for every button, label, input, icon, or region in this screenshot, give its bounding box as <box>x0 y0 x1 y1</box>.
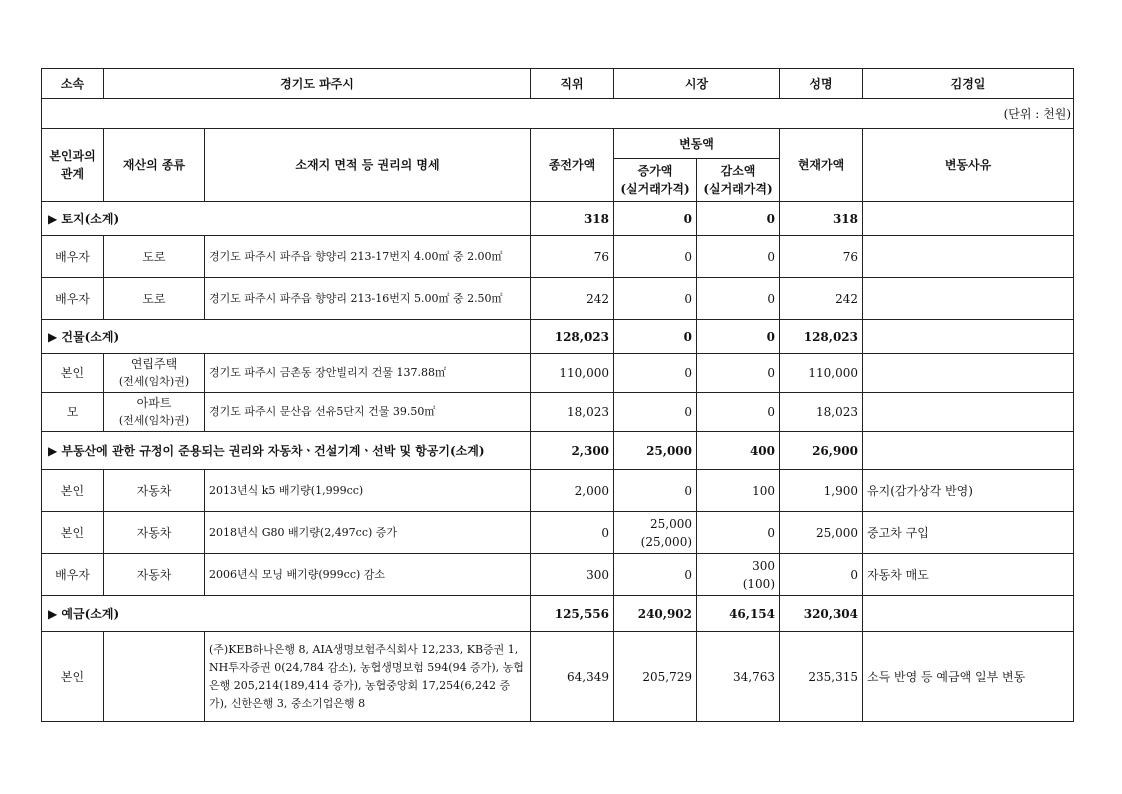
row-decrease: 0 <box>697 512 780 554</box>
row-relation: 본인 <box>42 632 104 722</box>
subtotal-increase: 0 <box>614 202 697 236</box>
row-increase: 0 <box>614 470 697 512</box>
affiliation-label: 소속 <box>42 69 104 99</box>
row-detail: 경기도 파주시 파주읍 향양리 213-17번지 4.00㎡ 중 2.00㎡ <box>205 236 531 278</box>
row-detail: 2013년식 k5 배기량(1,999cc) <box>205 470 531 512</box>
row-previous: 64,349 <box>531 632 614 722</box>
row-decrease: 0 <box>697 354 780 393</box>
subtotal-previous: 125,556 <box>531 596 614 632</box>
row-relation: 배우자 <box>42 554 104 596</box>
section-title: ▶ 건물(소계) <box>42 320 531 354</box>
col-previous: 종전가액 <box>531 129 614 202</box>
row-kind-label: 아파트 <box>136 396 172 410</box>
subtotal-decrease: 400 <box>697 432 780 470</box>
row-reason: 자동차 매도 <box>863 554 1074 596</box>
section-title: ▶ 예금(소계) <box>42 596 531 632</box>
row-kind-sub: (전세(임차)권) <box>118 414 190 427</box>
row-kind-label: 연립주택 <box>130 357 178 371</box>
row-relation: 배우자 <box>42 278 104 320</box>
row-increase-value: 25,000 <box>650 516 693 531</box>
col-reason: 변동사유 <box>863 129 1074 202</box>
col-detail: 소재지 면적 등 권리의 명세 <box>205 129 531 202</box>
subtotal-previous: 318 <box>531 202 614 236</box>
row-previous: 0 <box>531 512 614 554</box>
row-kind: 자동차 <box>104 554 205 596</box>
row-reason: 소득 반영 등 예금액 일부 변동 <box>863 632 1074 722</box>
section-title: ▶ 부동산에 관한 규정이 준용되는 권리와 자동차ㆍ건설기계ㆍ선박 및 항공기(소계) <box>42 432 531 470</box>
section-title: ▶ 토지(소계) <box>42 202 531 236</box>
subtotal-reason <box>863 202 1074 236</box>
col-decrease-sub: (실거래가격) <box>703 182 773 196</box>
table-row <box>42 554 1074 596</box>
row-decrease: 0 <box>697 393 780 432</box>
row-relation: 배우자 <box>42 236 104 278</box>
subtotal-increase: 25,000 <box>614 432 697 470</box>
affiliation-value: 경기도 파주시 <box>104 69 531 99</box>
position-label: 직위 <box>531 69 614 99</box>
subtotal-reason <box>863 432 1074 470</box>
row-increase: 205,729 <box>614 632 697 722</box>
row-decrease: 34,763 <box>697 632 780 722</box>
row-previous: 18,023 <box>531 393 614 432</box>
col-change: 변동액 <box>614 129 780 159</box>
name-label: 성명 <box>780 69 863 99</box>
subtotal-row <box>42 202 1074 236</box>
row-increase <box>614 512 697 554</box>
subtotal-previous: 128,023 <box>531 320 614 354</box>
row-reason <box>863 354 1074 393</box>
row-kind <box>104 632 205 722</box>
subtotal-decrease: 0 <box>697 202 780 236</box>
subtotal-current: 318 <box>780 202 863 236</box>
col-decrease-label: 감소액 <box>720 164 756 178</box>
row-kind <box>104 354 205 393</box>
row-increase: 0 <box>614 278 697 320</box>
row-increase: 0 <box>614 354 697 393</box>
subtotal-previous: 2,300 <box>531 432 614 470</box>
row-decrease-sub: (100) <box>742 576 776 591</box>
row-relation: 모 <box>42 393 104 432</box>
row-current: 0 <box>780 554 863 596</box>
header-row <box>42 69 1074 99</box>
row-kind-sub: (전세(임차)권) <box>118 375 190 388</box>
table-row <box>42 354 1074 393</box>
col-current: 현재가액 <box>780 129 863 202</box>
row-reason <box>863 278 1074 320</box>
row-relation: 본인 <box>42 470 104 512</box>
col-relation: 본인과의 관계 <box>42 129 104 202</box>
col-kind: 재산의 종류 <box>104 129 205 202</box>
row-previous: 300 <box>531 554 614 596</box>
row-current: 18,023 <box>780 393 863 432</box>
row-current: 242 <box>780 278 863 320</box>
row-kind: 도로 <box>104 236 205 278</box>
unit-row <box>42 99 1074 129</box>
row-detail: 경기도 파주시 금촌동 장안빌리지 건물 137.88㎡ <box>205 354 531 393</box>
subtotal-reason <box>863 320 1074 354</box>
row-previous: 2,000 <box>531 470 614 512</box>
row-decrease <box>697 554 780 596</box>
row-reason: 중고차 구입 <box>863 512 1074 554</box>
subtotal-row <box>42 320 1074 354</box>
subtotal-decrease: 0 <box>697 320 780 354</box>
row-detail: 경기도 파주시 파주읍 향양리 213-16번지 5.00㎡ 중 2.50㎡ <box>205 278 531 320</box>
row-reason <box>863 393 1074 432</box>
col-increase-sub: (실거래가격) <box>620 182 690 196</box>
subtotal-increase: 240,902 <box>614 596 697 632</box>
row-relation: 본인 <box>42 512 104 554</box>
row-reason <box>863 236 1074 278</box>
subtotal-reason <box>863 596 1074 632</box>
row-decrease: 0 <box>697 278 780 320</box>
column-header-row <box>42 129 1074 159</box>
row-relation: 본인 <box>42 354 104 393</box>
row-current: 25,000 <box>780 512 863 554</box>
row-increase: 0 <box>614 236 697 278</box>
table-row <box>42 278 1074 320</box>
row-reason: 유지(감가상각 반영) <box>863 470 1074 512</box>
row-decrease: 0 <box>697 236 780 278</box>
row-previous: 110,000 <box>531 354 614 393</box>
row-kind: 자동차 <box>104 512 205 554</box>
table-row <box>42 470 1074 512</box>
table-row <box>42 632 1074 722</box>
table-row <box>42 236 1074 278</box>
row-increase: 0 <box>614 554 697 596</box>
col-increase-label: 증가액 <box>637 164 673 178</box>
row-detail: 2018년식 G80 배기량(2,497cc) 증가 <box>205 512 531 554</box>
row-current: 1,900 <box>780 470 863 512</box>
row-current: 76 <box>780 236 863 278</box>
table-row <box>42 393 1074 432</box>
row-increase-sub: (25,000) <box>640 534 693 549</box>
row-increase: 0 <box>614 393 697 432</box>
row-previous: 76 <box>531 236 614 278</box>
asset-declaration-table <box>41 68 1074 722</box>
subtotal-increase: 0 <box>614 320 697 354</box>
row-kind <box>104 393 205 432</box>
col-decrease <box>697 159 780 202</box>
row-kind: 도로 <box>104 278 205 320</box>
row-current: 110,000 <box>780 354 863 393</box>
row-decrease: 100 <box>697 470 780 512</box>
subtotal-current: 128,023 <box>780 320 863 354</box>
row-kind: 자동차 <box>104 470 205 512</box>
position-value: 시장 <box>614 69 780 99</box>
row-current: 235,315 <box>780 632 863 722</box>
subtotal-row <box>42 596 1074 632</box>
subtotal-decrease: 46,154 <box>697 596 780 632</box>
col-increase <box>614 159 697 202</box>
table-row <box>42 512 1074 554</box>
name-value: 김경일 <box>863 69 1074 99</box>
row-previous: 242 <box>531 278 614 320</box>
subtotal-current: 320,304 <box>780 596 863 632</box>
row-detail: 경기도 파주시 문산읍 선유5단지 건물 39.50㎡ <box>205 393 531 432</box>
subtotal-current: 26,900 <box>780 432 863 470</box>
row-detail: (주)KEB하나은행 8, AIA생명보험주식회사 12,233, KB증권 1, NH투자증권 0(24,784 감소), 농협생명보험 594(94 증가), 농협은행 205,214(189,414 증가), 농협중앙회 17,254(6,242 증가), 신한은행 3, 중소기업은행 8 <box>205 632 531 722</box>
row-decrease-value: 300 <box>752 558 776 573</box>
row-detail: 2006년식 모닝 배기량(999cc) 감소 <box>205 554 531 596</box>
subtotal-row <box>42 432 1074 470</box>
unit-note: (단위 : 천원) <box>42 99 1074 129</box>
